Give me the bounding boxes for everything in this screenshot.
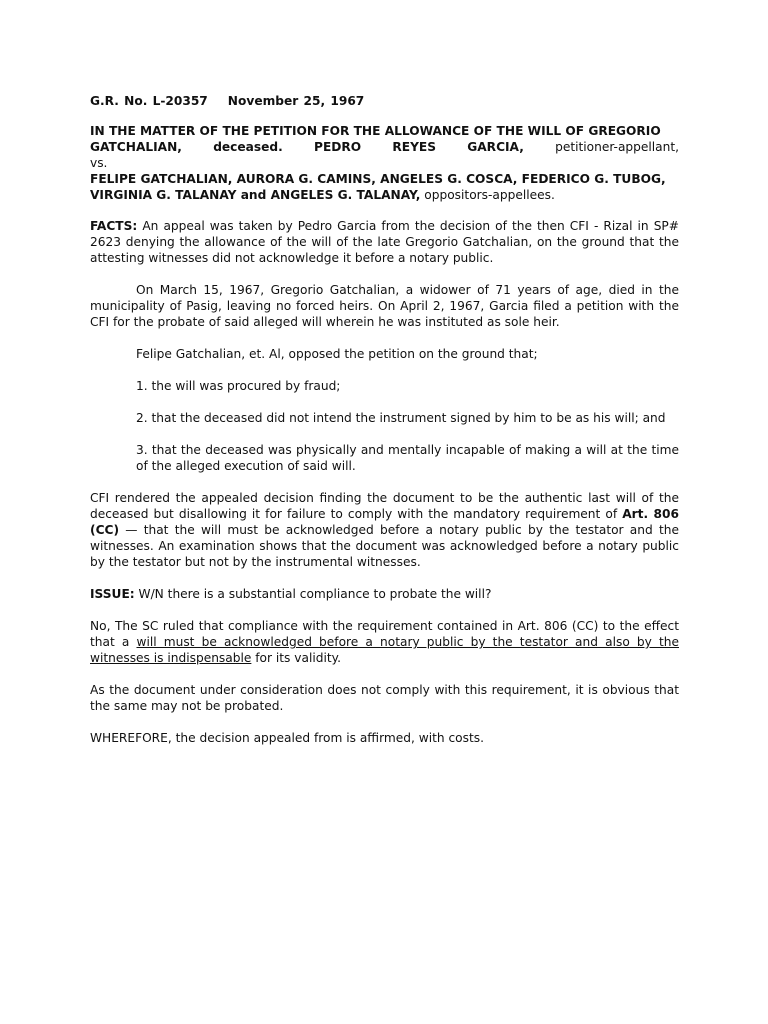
opposition-ground-2: 2. that the deceased did not intend the instrument signed by him to be as his will; and bbox=[136, 411, 666, 425]
caption-vs: vs. bbox=[90, 156, 108, 170]
facts-text: An appeal was taken by Pedro Garcia from the decision of the then CFI - Rizal in SP# 2623 denying the allowance of the will of the late Gregorio Gatchalian, on the ground that the attesting witnesses did not acknowledge it before a notary public. bbox=[90, 219, 679, 265]
ruling-text-pre: No, The SC ruled that compliance with the requirement contained in Art. 806 (CC) to the effect that a bbox=[90, 619, 679, 649]
opposition-intro: Felipe Gatchalian, et. Al, opposed the petition on the ground that; bbox=[136, 347, 538, 361]
cfi-paragraph bbox=[90, 490, 679, 570]
case-caption bbox=[90, 123, 679, 203]
caption-petitioner-role: petitioner-appellant, bbox=[555, 140, 680, 154]
caption-line-1: IN THE MATTER OF THE PETITION FOR THE ALLOWANCE OF THE WILL OF GREGORIO bbox=[90, 124, 661, 138]
caption-line-5 bbox=[90, 187, 679, 203]
issue-text: W/N there is a substantial compliance to probate the will? bbox=[134, 587, 492, 601]
caption-line-4: FELIPE GATCHALIAN, AURORA G. CAMINS, ANGELES G. COSCA, FEDERICO G. TUBOG, bbox=[90, 172, 666, 186]
caption-oppositors-role: oppositors-appellees. bbox=[420, 188, 555, 202]
march-paragraph: On March 15, 1967, Gregorio Gatchalian, a widower of 71 years of age, died in the municipality of Pasig, leaving no forced heirs. On April 2, 1967, Garcia filed a petition with the CFI for the probate of said alleged will wherein he was instituted as sole heir. bbox=[90, 283, 679, 329]
document-paragraph: As the document under consideration does not comply with this requirement, it is obvious that the same may not be probated. bbox=[90, 683, 679, 713]
caption-reyes: REYES bbox=[392, 140, 437, 154]
cfi-article: Art. 806 (CC) bbox=[90, 507, 679, 537]
caption-oppositors: VIRGINIA G. TALANAY and ANGELES G. TALANAY, bbox=[90, 188, 421, 202]
caption-pedro: PEDRO bbox=[314, 140, 362, 154]
cfi-text-pre: CFI rendered the appealed decision finding the document to be the authentic last will of the deceased but disallowing it for failure to comply with the mandatory requirement of bbox=[90, 491, 679, 521]
issue-label: ISSUE: bbox=[90, 587, 135, 601]
cfi-text-post: — that the will must be acknowledged before a notary public by the testator and the witnesses. An examination shows that the document was acknowledged before a notary public by the testator but not by the instrumental witnesses. bbox=[90, 523, 679, 569]
opposition-ground-3: 3. that the deceased was physically and mentally incapable of making a will at the time of the alleged execution of said will. bbox=[136, 443, 679, 473]
caption-name: GATCHALIAN, bbox=[90, 140, 182, 154]
document-page bbox=[90, 93, 679, 762]
facts-paragraph bbox=[90, 218, 679, 266]
issue-paragraph bbox=[90, 586, 679, 602]
facts-label: FACTS: bbox=[90, 219, 138, 233]
caption-garcia: GARCIA, bbox=[467, 140, 524, 154]
wherefore-paragraph: WHEREFORE, the decision appealed from is affirmed, with costs. bbox=[90, 731, 484, 745]
ruling-text-post: for its validity. bbox=[251, 651, 341, 665]
case-date: November 25, 1967 bbox=[227, 94, 365, 108]
caption-line-2 bbox=[90, 139, 679, 155]
opposition-ground-1: 1. the will was procured by fraud; bbox=[136, 379, 341, 393]
ruling-underlined: will must be acknowledged before a notary public by the testator and also by the witnesses is indispensable bbox=[90, 635, 679, 665]
caption-deceased: deceased. bbox=[213, 140, 283, 154]
case-header bbox=[90, 93, 679, 109]
ruling-paragraph bbox=[90, 618, 679, 666]
gr-number: G.R. No. L-20357 bbox=[90, 94, 208, 108]
